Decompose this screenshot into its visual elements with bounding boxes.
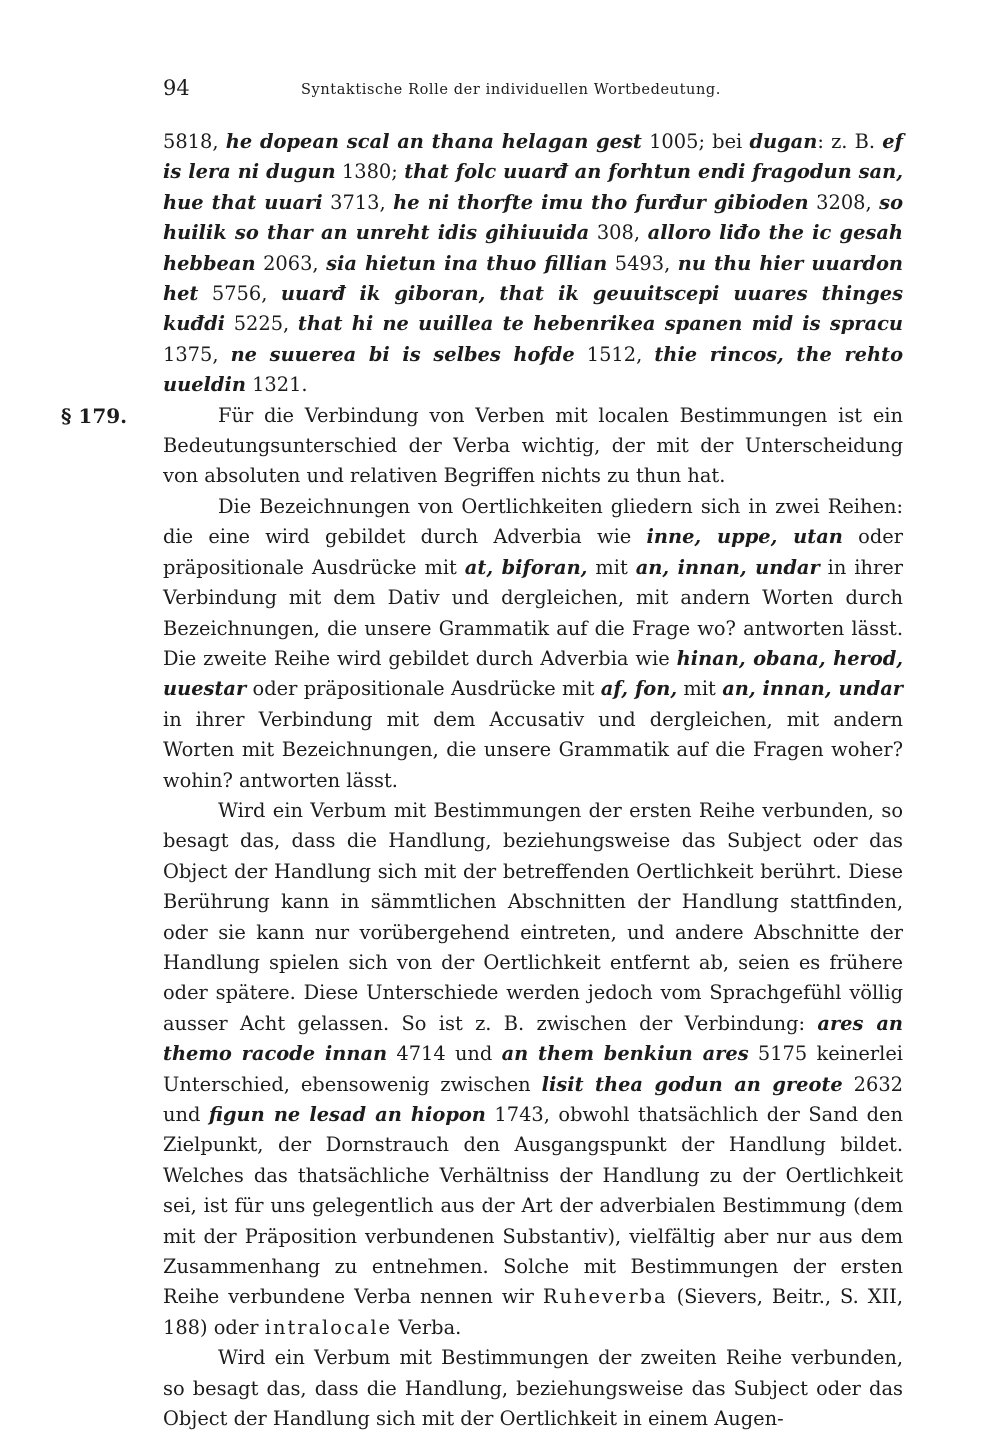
- spaced-term: Ruheverba: [542, 1285, 668, 1309]
- text-run: 1321.: [245, 373, 308, 397]
- paragraph-continuation: [163, 127, 903, 401]
- text-run: 1512,: [574, 342, 655, 366]
- cited-phrase: ef is lera ni dugun: [163, 130, 903, 184]
- text-run: Die Bezeichnungen von Oertlichkeiten gliedern sich in zwei Reihen: die eine wird gebildet durch Adverbia wie: [163, 494, 903, 549]
- text-run: 1380;: [335, 160, 405, 184]
- page-header: [163, 76, 903, 106]
- cited-phrase: nu thu hier uuardon het: [163, 251, 903, 306]
- cited-phrase: figun ne lesad an hiopon: [208, 1103, 486, 1126]
- text-run: 1743, obwohl thatsächlich der Sand den Zielpunkt, der Dornstrauch den Ausgangspunkt der Handlung bildet. Welches das thatsächliche Verhältniss der Handlung zu der Oertlichkeit sei, ist für uns gelegentlich aus der Art der adverbialen Bestimmung (dem mit der Präposition verbundenen Substantiv), vielfältig aber nur aus dem Zusammenhang zu entnehmen. Solche mit Bestimmungen der ersten Reihe verbundene Verba nennen wir: [163, 1103, 903, 1309]
- section-number: § 179.: [61, 403, 128, 428]
- section-179: [61, 401, 903, 492]
- cited-phrase: that hi ne uuillea te hebenrikea spanen mid is spracu: [297, 312, 903, 336]
- cited-phrase: an, innan, undar: [722, 677, 903, 701]
- cited-phrase: hinan, obana, herod, uuestar: [163, 646, 903, 701]
- cited-phrase: thie rincos, the rehto uueldin: [163, 342, 904, 397]
- text-run: 2632 und: [163, 1072, 903, 1126]
- paragraph: [163, 1343, 903, 1434]
- text-run: oder präpositionale Ausdrücke mit: [246, 677, 601, 701]
- cited-phrase: lisit thea godun an greote: [541, 1072, 843, 1096]
- cited-phrase: that folc uuarđ an forhtun endi fragodun san, hue that uuari: [163, 160, 903, 214]
- cited-phrase: so huilik so thar an unreht idis gihiuuida: [163, 190, 904, 245]
- text-run: in ihrer Verbindung mit dem Dativ und dergleichen, mit andern Worten durch Bezeichnungen, die unsere Grammatik auf die Frage wo? antworten lässt. Die zweite Reihe wird gebildet durch Adverbia wie: [163, 555, 903, 670]
- page-number: 94: [163, 76, 190, 100]
- cited-phrase: an them benkiun ares: [501, 1042, 749, 1066]
- text-run: (Sievers, Beitr., S. XII, 188) oder: [163, 1285, 903, 1339]
- cited-phrase: alloro liđo the ic gesah hebbean: [163, 221, 903, 275]
- running-title: Syntaktische Rolle der individuellen Wortbedeutung.: [301, 82, 721, 98]
- text-run: 2063,: [255, 251, 327, 275]
- text-run: 5493,: [607, 251, 678, 275]
- text-run: 5756,: [198, 282, 281, 306]
- text-run: 5225,: [225, 312, 298, 336]
- cited-phrase: dugan: [749, 130, 818, 153]
- text-run: Verba.: [392, 1315, 462, 1339]
- text-run: Wird ein Verbum mit Bestimmungen der ersten Reihe verbunden, so besagt das, dass die Handlung, beziehungsweise das Subject oder das Object der Handlung sich mit der betreffenden Oertlichkeit berührt. Diese Berührung kann in sämmtlichen Abschnitten der Handlung stattfinden, oder sie kann nur vorübergehend eintreten, und andere Abschnitte der Handlung spielen sich von der Oertlichkeit entfernt ab, seien es frühere oder spätere. Diese Unterschiede werden jedoch vom Sprachgefühl völlig ausser Acht gelassen. So ist z. B. zwischen der Verbindung:: [163, 798, 903, 1035]
- text-run: mit: [587, 555, 636, 579]
- text-run: Wird ein Verbum mit Bestimmungen der zweiten Reihe verbunden, so besagt das, dass die Handlung, beziehungsweise das Subject oder das Object der Handlung sich mit der Oertlichkeit in einem Augen-: [163, 1346, 903, 1431]
- paragraph: [163, 401, 903, 492]
- text-run: 308,: [589, 221, 648, 245]
- text-run: Für die Verbindung von Verben mit localen Bestimmungen ist ein Bedeutungsunterschied der Verba wichtig, der mit der Unterscheidung von absoluten und relativen Begriffen nichts zu thun hat.: [163, 403, 903, 488]
- cited-phrase: ne suuerea bi is selbes hofde: [230, 342, 575, 366]
- paragraph: [163, 492, 903, 796]
- text-run: in ihrer Verbindung mit dem Accusativ und dergleichen, mit andern Worten mit Bezeichnungen, die unsere Grammatik auf die Fragen woher? wohin? antworten lässt.: [163, 707, 903, 792]
- text-run: 5175 keinerlei Unterschied, ebensowenig zwischen: [163, 1042, 903, 1096]
- body-text: [61, 127, 904, 1434]
- cited-phrase: he dopean scal an thana helagan gest: [225, 130, 642, 153]
- text-run: 5818,: [163, 130, 226, 153]
- text-run: : z. B.: [817, 130, 883, 153]
- paragraph: [163, 796, 903, 1343]
- cited-phrase: ares an themo racode innan: [163, 1011, 903, 1066]
- cited-phrase: he ni thorfte imu tho furđur gibioden: [393, 190, 809, 214]
- cited-phrase: af, fon,: [600, 677, 678, 701]
- cited-phrase: an, innan, undar: [635, 555, 820, 579]
- spaced-term: intralocale: [264, 1315, 393, 1339]
- cited-phrase: inne, uppe, utan: [646, 525, 843, 549]
- text-run: 3713,: [322, 190, 394, 214]
- text-run: 1375,: [163, 342, 231, 366]
- text-run: 3208,: [808, 190, 880, 214]
- text-run: mit: [677, 677, 723, 701]
- cited-phrase: uuarđ ik giboran, that ik geuuitscepi uuares thinges kuđdi: [163, 282, 903, 336]
- text-run: 4714 und: [387, 1042, 502, 1066]
- cited-phrase: sia hietun ina thuo fillian: [326, 251, 608, 275]
- text-run: oder präpositionale Ausdrücke mit: [163, 525, 904, 579]
- text-run: 1005; bei: [641, 130, 750, 153]
- cited-phrase: at, biforan,: [464, 555, 588, 579]
